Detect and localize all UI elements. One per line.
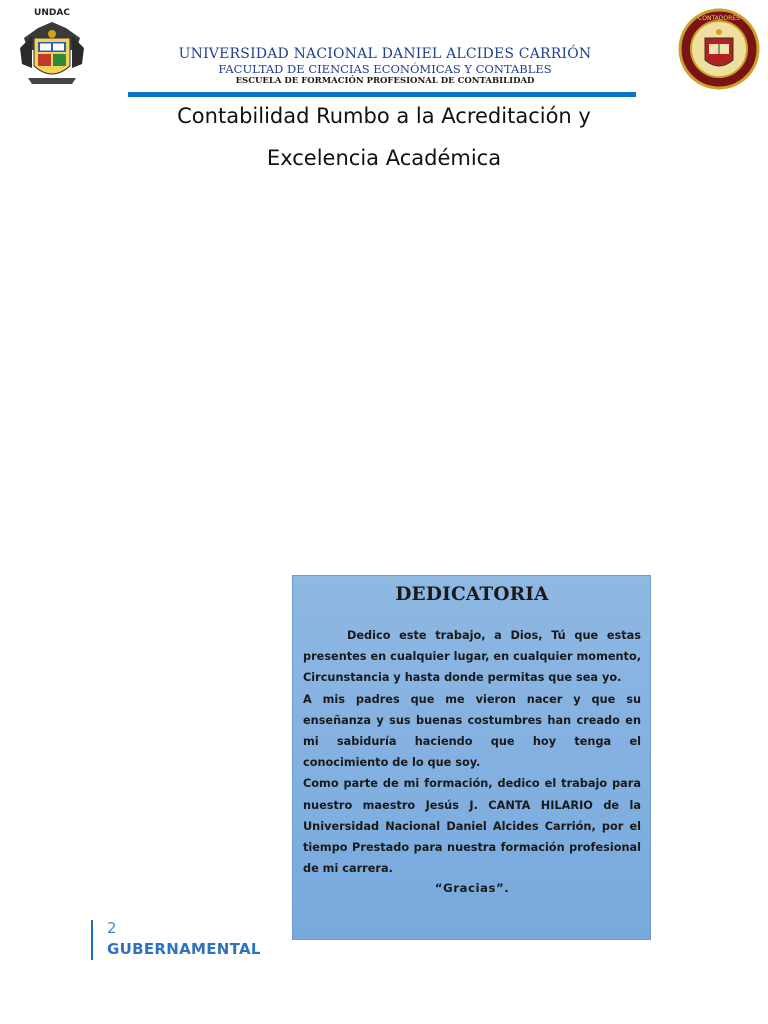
university-header bbox=[130, 46, 640, 87]
svg-text:CONTADORES: CONTADORES bbox=[698, 15, 740, 22]
dedication-paragraph: Como parte de mi formación, dedico el trabajo para nuestro maestro Jesús J. CANTA HILARIO de la Universidad Nacional Daniel Alcides Carrión, por el tiempo Prestado para nuestra formación profesional de mi carrera. bbox=[303, 777, 641, 876]
dedication-paragraph: A mis padres que me vieron nacer y que su enseñanza y sus buenas costumbres han creado en mi sabiduría haciendo que hoy tenga el conocimiento de lo que soy. bbox=[303, 692, 641, 770]
dedication-paragraph: Dedico este trabajo, a Dios, Tú que estas presentes en cualquier lugar, en cualquier momento, Circunstancia y hasta donde permitas que sea yo. bbox=[303, 629, 641, 685]
motto-line-2: Excelencia Académica bbox=[266, 146, 502, 170]
undac-logo bbox=[18, 8, 86, 86]
dedication-title: DEDICATORIA bbox=[395, 584, 549, 605]
contadores-seal-logo bbox=[678, 8, 760, 90]
faculty-name: FACULTAD DE CIENCIAS ECONÓMICAS Y CONTABLES bbox=[218, 62, 552, 76]
footer-section-label: GUBERNAMENTAL bbox=[107, 940, 261, 958]
motto bbox=[120, 95, 648, 179]
dedication-thanks: “Gracias”. bbox=[434, 881, 510, 896]
page-number: 2 bbox=[107, 919, 117, 937]
university-name: UNIVERSIDAD NACIONAL DANIEL ALCIDES CARRIÓN bbox=[178, 46, 592, 62]
motto-line-1: Contabilidad Rumbo a la Acreditación y bbox=[177, 104, 591, 128]
school-name: ESCUELA DE FORMACIÓN PROFESIONAL DE CONTABILIDAD bbox=[235, 76, 535, 86]
undac-logo-text: UNDAC bbox=[34, 8, 70, 18]
dedication-box bbox=[292, 575, 651, 940]
footer-accent-bar bbox=[91, 920, 93, 960]
